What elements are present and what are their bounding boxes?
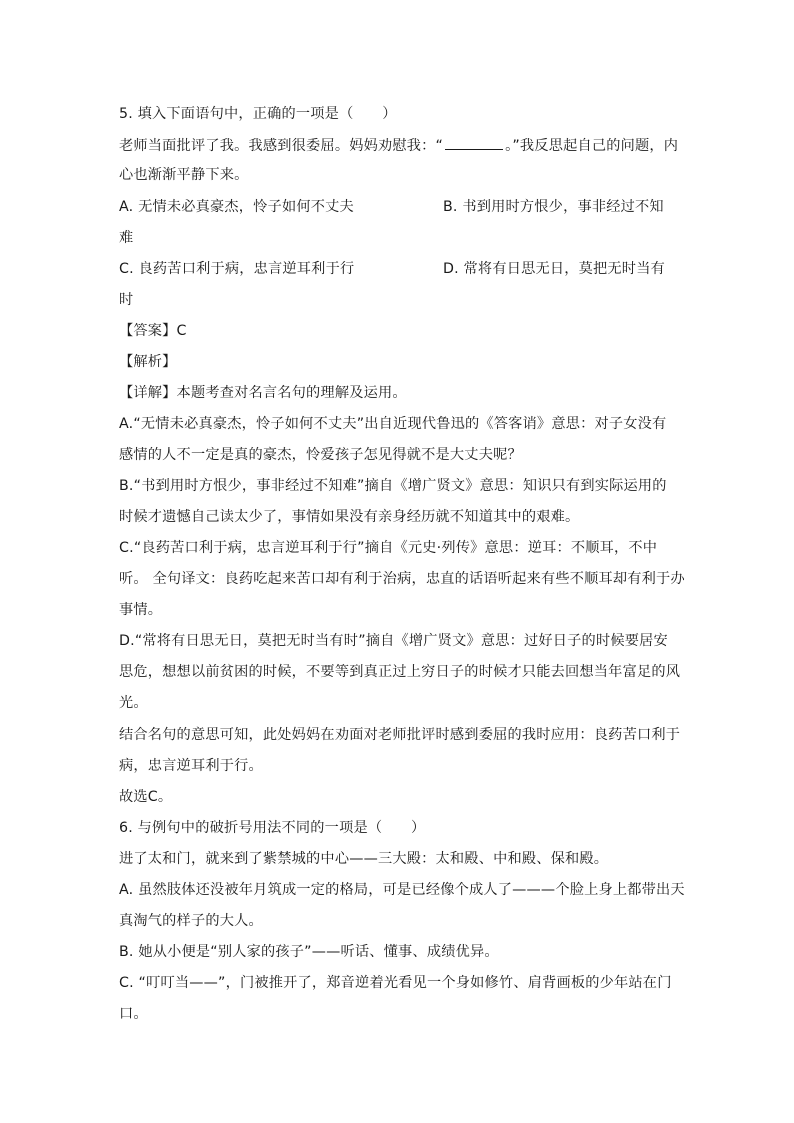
fill-in-blank [445, 135, 503, 150]
q5-option-c: C. 良药苦口利于病，忠言逆耳利于行 [119, 261, 355, 277]
q5-expl-b-line2: 时候才遗憾自己读太少了，事情如果没有亲身经历就不知道其中的艰难。 [119, 509, 580, 525]
q5-expl-a-line1: A.“无情未必真豪杰，怜子如何不丈夫”出自近现代鲁迅的《答客诮》意思：对子女没有 [119, 416, 667, 432]
q5-expl-c-line2: 听。 全句译文：良药吃起来苦口却有利于治病，忠直的话语听起来有些不顺耳却有利于办 [119, 571, 685, 587]
q5-expl-a-line2: 感情的人不一定是真的豪杰，怜爱孩子怎见得就不是大丈夫呢？ [119, 447, 522, 463]
q5-option-b-line2: 难 [119, 230, 134, 246]
q5-expl-d-line1: D.“常将有日思无日，莫把无时当有时”摘自《增广贤文》意思：过好日子的时候要居安 [119, 633, 668, 649]
q5-conclusion-line1: 结合名句的意思可知，此处妈妈在劝面对老师批评时感到委屈的我时应用：良药苦口利于 [119, 727, 681, 743]
q6-option-c-line2: 口。 [119, 1006, 148, 1022]
q5-option-b-line1: B. 书到用时方恨少，事非经过不知 [443, 199, 664, 215]
q6-option-c-line1: C. “叮叮当——”，门被推开了，郑音逆着光看见一个身如修竹、肩背画板的少年站在门 [119, 975, 672, 991]
q5-expl-c-line3: 事情。 [119, 602, 163, 618]
q5-expl-d-line2: 思危，想想以前贫困的时候，不要等到真正过上穷日子的时候才只能去回想当年富足的风 [119, 664, 681, 680]
q5-passage-part1: 老师当面批评了我。我感到很委屈。妈妈劝慰我：“ [119, 138, 444, 154]
q5-passage-line2: 心也渐渐平静下来。 [119, 167, 249, 183]
q5-option-d-line2: 时 [119, 292, 134, 308]
q5-option-a: A. 无情未必真豪杰，怜子如何不丈夫 [119, 199, 354, 215]
q6-stem: 6. 与例句中的破折号用法不同的一项是（ ） [119, 820, 426, 836]
q5-expl-b-line1: B.“书到用时方恨少，事非经过不知难”摘自《增广贤文》意思：知识只有到实际运用的 [119, 478, 667, 494]
q5-passage-line1 [119, 135, 679, 156]
q5-conclusion-line2: 病，忠言逆耳利于行。 [119, 758, 263, 774]
q6-option-a-line1: A. 虽然肢体还没被年月筑成一定的格局，可是已经像个成人了———个脸上身上都带出天 [119, 882, 685, 898]
q6-option-b: B. 她从小便是“别人家的孩子”——听话、懂事、成绩优异。 [119, 944, 499, 960]
q5-detail-intro: 【详解】本题考查对名言名句的理解及运用。 [119, 385, 407, 401]
q5-expl-d-line3: 光。 [119, 695, 148, 711]
q6-option-a-line2: 真淘气的样子的大人。 [119, 913, 263, 929]
q5-expl-c-line1: C.“良药苦口利于病，忠言逆耳利于行”摘自《元史·列传》意思：逆耳：不顺耳，不中 [119, 540, 658, 556]
q5-stem: 5. 填入下面语句中，正确的一项是（ ） [119, 106, 397, 122]
q6-example: 进了太和门，就来到了紫禁城的中心——三大殿：太和殿、中和殿、保和殿。 [119, 851, 609, 867]
q5-analysis-heading: 【解析】 [119, 354, 177, 370]
q5-option-d-line1: D. 常将有日思无日，莫把无时当有 [443, 261, 665, 277]
q5-choose: 故选C。 [119, 789, 173, 805]
q5-answer: 【答案】C [119, 323, 187, 339]
q5-passage-part2: 。”我反思起自己的问题，内 [505, 138, 679, 154]
